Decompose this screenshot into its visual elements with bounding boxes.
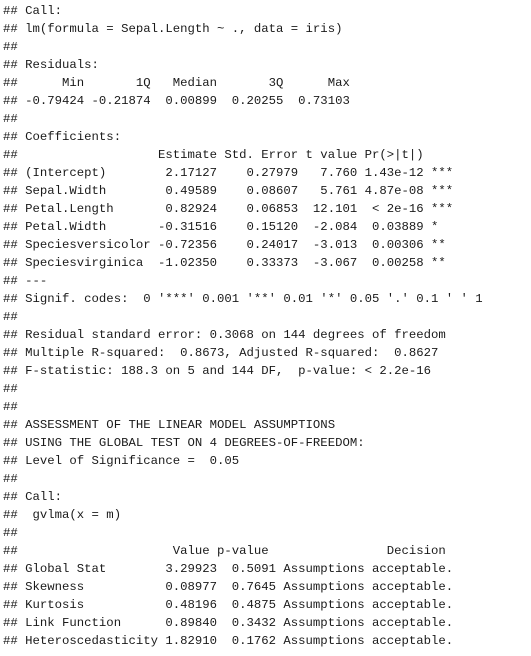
console-line: ## Call: bbox=[3, 490, 63, 504]
console-line: ## Multiple R-squared: 0.8673, Adjusted R-squared: 0.8627 bbox=[3, 346, 439, 360]
console-line: ## Skewness 0.08977 0.7645 Assumptions acceptable. bbox=[3, 580, 454, 594]
console-line: ## Petal.Width -0.31516 0.15120 -2.084 0.03889 * bbox=[3, 220, 439, 234]
console-line: ## Call: bbox=[3, 4, 63, 18]
console-line: ## F-statistic: 188.3 on 5 and 144 DF, p-value: < 2.2e-16 bbox=[3, 364, 432, 378]
console-line: ## lm(formula = Sepal.Length ~ ., data = iris) bbox=[3, 22, 343, 36]
console-line: ## Petal.Length 0.82924 0.06853 12.101 < 2e-16 *** bbox=[3, 202, 454, 216]
console-line: ## Coefficients: bbox=[3, 130, 122, 144]
console-line: ## (Intercept) 2.17127 0.27979 7.760 1.43e-12 *** bbox=[3, 166, 454, 180]
console-line: ## bbox=[3, 310, 18, 324]
console-line: ## Min 1Q Median 3Q Max bbox=[3, 76, 350, 90]
console-line: ## Sepal.Width 0.49589 0.08607 5.761 4.87e-08 *** bbox=[3, 184, 454, 198]
console-line: ## --- bbox=[3, 274, 48, 288]
console-line: ## ASSESSMENT OF THE LINEAR MODEL ASSUMPTIONS bbox=[3, 418, 336, 432]
console-line: ## Estimate Std. Error t value Pr(>|t|) bbox=[3, 148, 424, 162]
console-line: ## Speciesvirginica -1.02350 0.33373 -3.067 0.00258 ** bbox=[3, 256, 446, 270]
console-line: ## USING THE GLOBAL TEST ON 4 DEGREES-OF-FREEDOM: bbox=[3, 436, 365, 450]
console-line: ## Value p-value Decision bbox=[3, 544, 446, 558]
console-line: ## gvlma(x = m) bbox=[3, 508, 122, 522]
console-line: ## Speciesversicolor -0.72356 0.24017 -3.013 0.00306 ** bbox=[3, 238, 446, 252]
console-line: ## bbox=[3, 112, 18, 126]
console-line: ## bbox=[3, 382, 18, 396]
console-line: ## bbox=[3, 472, 18, 486]
console-line: ## Link Function 0.89840 0.3432 Assumptions acceptable. bbox=[3, 616, 454, 630]
console-line: ## bbox=[3, 40, 18, 54]
console-line: ## Level of Significance = 0.05 bbox=[3, 454, 240, 468]
r-console-output bbox=[3, 2, 531, 650]
console-line: ## bbox=[3, 400, 18, 414]
console-line: ## Kurtosis 0.48196 0.4875 Assumptions acceptable. bbox=[3, 598, 454, 612]
console-line: ## Residual standard error: 0.3068 on 144 degrees of freedom bbox=[3, 328, 446, 342]
console-line: ## Heteroscedasticity 1.82910 0.1762 Assumptions acceptable. bbox=[3, 634, 454, 648]
console-line: ## Global Stat 3.29923 0.5091 Assumptions acceptable. bbox=[3, 562, 454, 576]
console-line: ## -0.79424 -0.21874 0.00899 0.20255 0.73103 bbox=[3, 94, 350, 108]
console-line: ## Residuals: bbox=[3, 58, 99, 72]
console-line: ## bbox=[3, 526, 18, 540]
console-line: ## Signif. codes: 0 '***' 0.001 '**' 0.01 '*' 0.05 '.' 0.1 ' ' 1 bbox=[3, 292, 483, 306]
